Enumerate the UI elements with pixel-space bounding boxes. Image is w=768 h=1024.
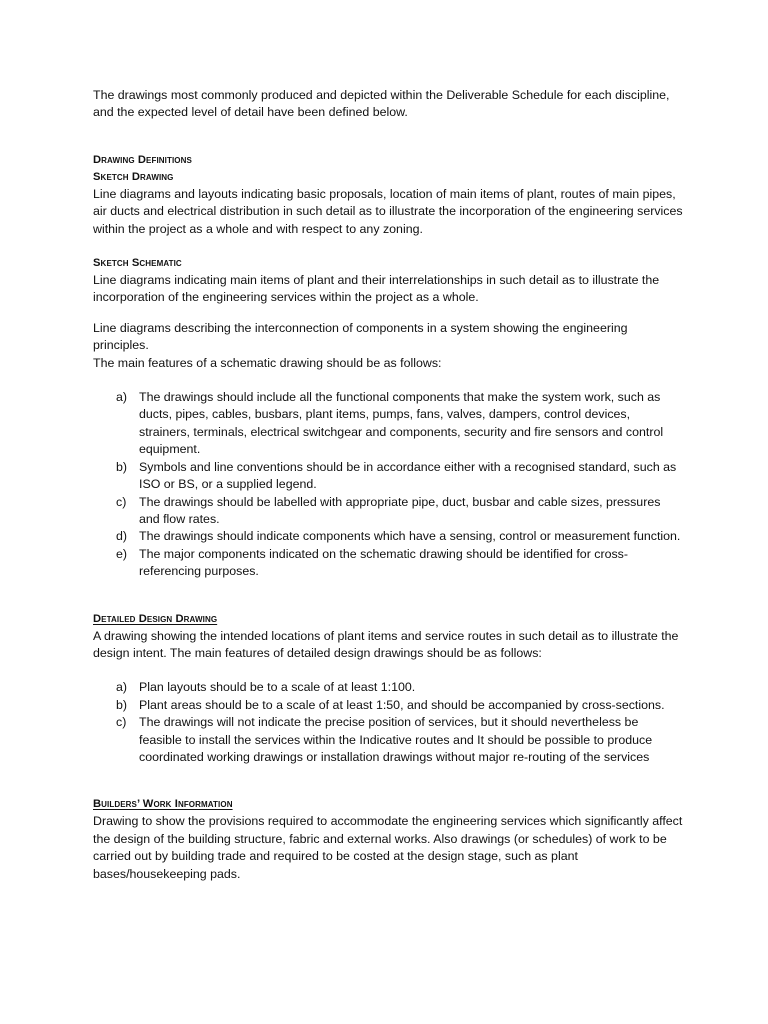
builders-work-heading: Builders’ Work Information	[93, 798, 233, 811]
detailed-design-heading: Detailed Design Drawing	[93, 612, 218, 625]
list-item-text: The drawings will not indicate the precise position of services, but it should nevertheless be feasible to install the services within the Indicative routes and It should be possible to produce coordinated working drawings or installation drawings without major re-routing of the services	[139, 715, 653, 764]
list-marker: e)	[116, 546, 128, 561]
list-marker: d)	[116, 529, 128, 544]
list-item	[93, 714, 683, 766]
detailed-design-body: A drawing showing the intended locations of plant items and service routes in such detail as to illustrate the design intent. The main features of detailed design drawings should be as follows:	[93, 628, 679, 660]
list-marker: a)	[116, 390, 128, 405]
sketch-schematic-body-2: Line diagrams describing the interconnection of components in a system showing the engineering principles.	[93, 320, 628, 353]
list-item	[93, 494, 683, 529]
intro-paragraph: The drawings most commonly produced and depicted within the Deliverable Schedule for each discipline, and the expected level of detail have been defined below.	[93, 88, 670, 120]
document-page	[93, 87, 683, 883]
list-marker: c)	[116, 715, 127, 730]
detailed-design-list	[93, 679, 683, 766]
list-item-text: The drawings should include all the functional components that make the system work, such as ducts, pipes, cables, busbars, plant items, pumps, fans, valves, dampers, control devices, strainers, terminals, electrical switchgear and components, security and fire sensors and control equipment.	[139, 390, 664, 457]
list-item	[93, 528, 683, 545]
list-item-text: Plan layouts should be to a scale of at least 1:100.	[139, 680, 416, 695]
list-marker: b)	[116, 697, 128, 712]
list-item-text: The drawings should be labelled with appropriate pipe, duct, busbar and cable sizes, pressures and flow rates.	[139, 494, 661, 526]
list-item	[93, 389, 683, 459]
list-item	[93, 546, 683, 581]
sketch-drawing-body: Line diagrams and layouts indicating basic proposals, location of main items of plant, routes of main pipes, air ducts and electrical distribution in such detail as to illustrate the incorporation of the engineering services within the project as a whole and with respect to any zoning.	[93, 186, 683, 236]
list-item-text: Symbols and line conventions should be in accordance either with a recognised standard, such as ISO or BS, or a supplied legend.	[139, 459, 677, 492]
sketch-drawing-heading: Sketch Drawing	[93, 170, 174, 183]
drawing-definitions-heading: Drawing Definitions	[93, 153, 192, 166]
list-item	[93, 679, 683, 696]
list-item-text: The major components indicated on the schematic drawing should be identified for cross-referencing purposes.	[139, 546, 629, 579]
builders-work-body: Drawing to show the provisions required to accommodate the engineering services which significantly affect the design of the building structure, fabric and external works. Also drawings (or schedules) of work to be carried out by building trade and required to be costed at the design stage, such as plant bases/housekeeping pads.	[93, 814, 683, 881]
list-marker: c)	[116, 494, 127, 509]
schematic-features-list	[93, 389, 683, 580]
list-marker: a)	[116, 680, 128, 695]
list-item-text: Plant areas should be to a scale of at least 1:50, and should be accompanied by cross-sections.	[139, 697, 665, 712]
list-item-text: The drawings should indicate components which have a sensing, control or measurement function.	[139, 529, 681, 544]
sketch-schematic-heading: Sketch Schematic	[93, 257, 182, 270]
list-item	[93, 459, 683, 494]
list-item	[93, 697, 683, 714]
list-marker: b)	[116, 459, 128, 474]
sketch-schematic-body: Line diagrams indicating main items of plant and their interrelationships in such detail as to illustrate the incorporation of the engineering services within the project as a whole.	[93, 273, 660, 305]
sketch-schematic-body-3: The main features of a schematic drawing should be as follows:	[93, 355, 442, 370]
